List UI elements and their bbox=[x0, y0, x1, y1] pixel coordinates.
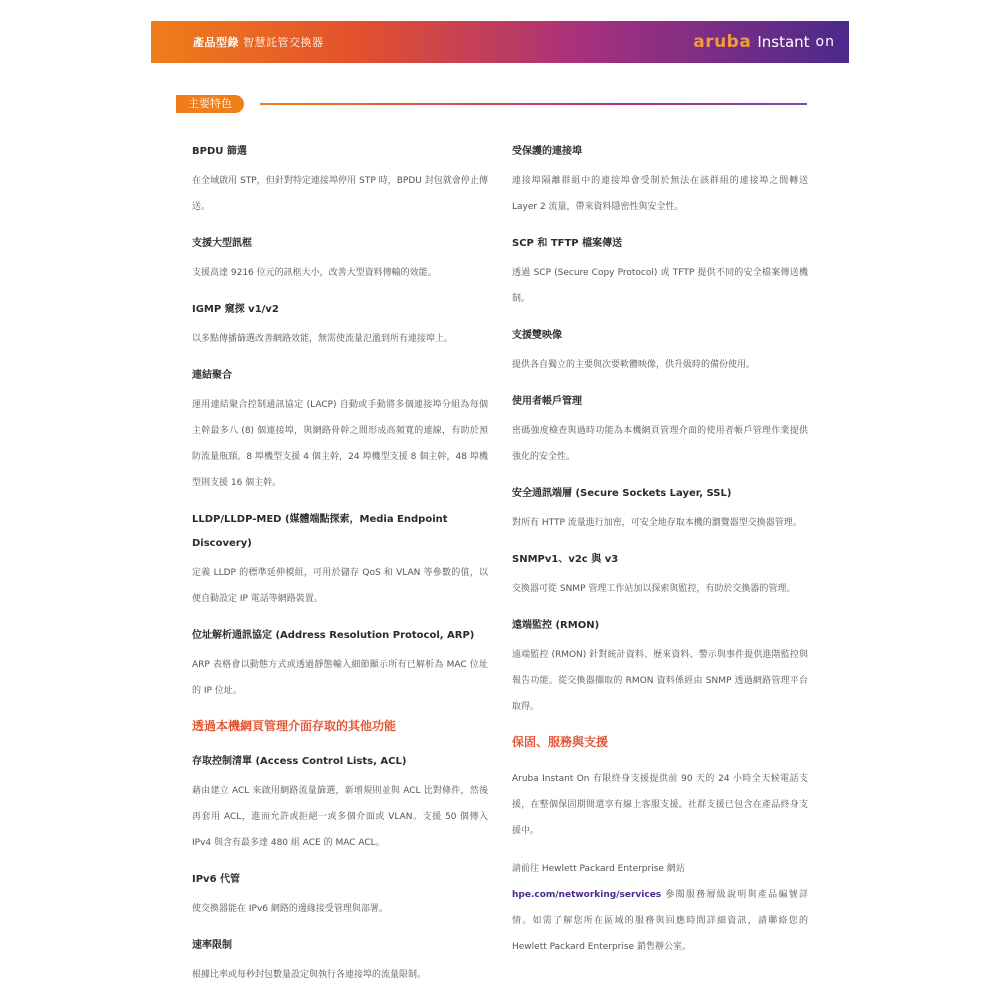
logo-product: Instant bbox=[757, 33, 810, 51]
feature-title: BPDU 篩選 bbox=[192, 146, 247, 157]
feature-body: 支援高達 9216 位元的訊框大小，改善大型資料傳輸的效能。 bbox=[192, 268, 437, 278]
feature-item bbox=[512, 232, 808, 312]
feature-title: 支援大型訊框 bbox=[192, 238, 252, 249]
feature-title: IPv6 代管 bbox=[192, 874, 241, 885]
logo-on: on bbox=[815, 34, 835, 50]
feature-body: 提供各自獨立的主要與次要軟體映像，供升級時的備份使用。 bbox=[512, 360, 756, 370]
feature-item bbox=[192, 364, 488, 496]
feature-item bbox=[192, 624, 488, 704]
feature-item bbox=[192, 298, 488, 352]
feature-body: 交換器可從 SNMP 管理工作站加以探索與監控，有助於交換器的管理。 bbox=[512, 584, 796, 594]
feature-body: 在全域啟用 STP，但針對特定連接埠停用 STP 時，BPDU 封包就會停止傳送。 bbox=[192, 176, 488, 212]
feature-body: 定義 LLDP 的標準延伸模組，可用於儲存 QoS 和 VLAN 等參數的值，以便自動設定 IP 電話等網路裝置。 bbox=[192, 568, 488, 604]
aruba-instant-on-logo bbox=[693, 32, 835, 52]
feature-title: SNMPv1、v2c 與 v3 bbox=[512, 554, 619, 565]
subsection-heading: 保固、服務與支援 bbox=[512, 735, 609, 749]
contact-prefix: 請前往 Hewlett Packard Enterprise 網站 bbox=[512, 864, 685, 874]
catalog-title bbox=[193, 34, 324, 50]
left-column bbox=[192, 140, 488, 1000]
feature-item bbox=[512, 140, 808, 220]
logo-brand: aruba bbox=[693, 32, 752, 52]
feature-body: 對所有 HTTP 流量進行加密，可安全地存取本機的瀏覽器型交換器管理。 bbox=[512, 518, 802, 528]
feature-title: 連結聚合 bbox=[192, 370, 232, 381]
feature-title: 遠端監控 (RMON) bbox=[512, 620, 600, 631]
right-column bbox=[512, 140, 808, 972]
section-tag: 主要特色 bbox=[176, 95, 244, 113]
feature-item bbox=[512, 548, 808, 602]
contact-suffix: 參閱服務層級說明與產品編號詳情。如需了解您所在區域的服務與回應時間詳細資訊，請聯絡您的 Hewlett Packard Enterprise 銷售辦公室。 bbox=[512, 890, 808, 952]
feature-item bbox=[512, 390, 808, 470]
feature-title: IGMP 窺探 v1/v2 bbox=[192, 304, 279, 315]
feature-title: 支援雙映像 bbox=[512, 330, 562, 341]
feature-title: 使用者帳戶管理 bbox=[512, 396, 582, 407]
feature-body: 遠端監控 (RMON) 針對統計資料、歷來資料、警示與事件提供進階監控與報告功能。從交換器擷取的 RMON 資料係經由 SNMP 透過網路管理平台取得。 bbox=[512, 650, 808, 712]
feature-title: 存取控制清單 (Access Control Lists, ACL) bbox=[192, 756, 407, 767]
feature-body: ARP 表格會以動態方式或透過靜態輸入細節顯示所有已解析為 MAC 位址的 IP 位址。 bbox=[192, 660, 488, 696]
section-divider bbox=[260, 103, 807, 105]
contact-text bbox=[512, 856, 808, 960]
feature-body: 根據比率或每秒封包數量設定與執行各連接埠的流量限制。 bbox=[192, 970, 427, 980]
feature-item bbox=[192, 508, 488, 612]
feature-item bbox=[512, 324, 808, 378]
subsection-heading: 透過本機網頁管理介面存取的其他功能 bbox=[192, 719, 397, 733]
feature-title: 速率限制 bbox=[192, 940, 232, 951]
feature-body: 使交換器能在 IPv6 網路的邊緣接受管理與部署。 bbox=[192, 904, 388, 914]
feature-item bbox=[192, 868, 488, 922]
feature-title: SCP 和 TFTP 檔案傳送 bbox=[512, 238, 623, 249]
feature-title: 安全通訊端層 (Secure Sockets Layer, SSL) bbox=[512, 488, 732, 499]
catalog-title-bold: 產品型錄 bbox=[193, 36, 239, 49]
feature-body: 連接埠隔離群組中的連接埠會受制於無法在該群組的連接埠之間轉送 Layer 2 流量，帶來資料隱密性與安全性。 bbox=[512, 176, 808, 212]
feature-body: 透過 SCP (Secure Copy Protocol) 或 TFTP 提供不同的安全檔案傳送機制。 bbox=[512, 268, 808, 304]
feature-body: 以多點傳播篩選改善網路效能，無需使流量氾濫到所有連接埠上。 bbox=[192, 334, 454, 344]
page-header bbox=[151, 21, 849, 63]
feature-item bbox=[192, 750, 488, 856]
feature-item bbox=[512, 614, 808, 720]
feature-item bbox=[192, 232, 488, 286]
feature-title: 受保護的連接埠 bbox=[512, 146, 582, 157]
warranty-block bbox=[512, 766, 808, 844]
services-link[interactable]: hpe.com/networking/services bbox=[512, 890, 662, 900]
feature-item bbox=[192, 140, 488, 220]
warranty-text: Aruba Instant On 有限終身支援提供前 90 天的 24 小時全天候電話支援，在整個保固期間還享有線上客服支援。社群支援已包含在產品終身支援中。 bbox=[512, 774, 808, 836]
feature-title: LLDP/LLDP-MED (媒體端點探索，Media Endpoint Discovery) bbox=[192, 514, 448, 549]
feature-title: 位址解析通訊協定 (Address Resolution Protocol, ARP) bbox=[192, 630, 475, 641]
contact-block bbox=[512, 856, 808, 960]
feature-item bbox=[192, 934, 488, 988]
feature-item bbox=[512, 482, 808, 536]
feature-body: 密碼強度檢查與過時功能為本機網頁管理介面的使用者帳戶管理作業提供強化的安全性。 bbox=[512, 426, 808, 462]
catalog-title-rest: 智慧託管交換器 bbox=[243, 36, 324, 49]
feature-body: 藉由建立 ACL 來啟用網路流量篩選，新增規則並與 ACL 比對條件，然後再套用 ACL，進而允許或拒絕一或多個介面或 VLAN。支援 50 個傳入 IPv4 與含有最多達 480 組 ACE 的 MAC ACL。 bbox=[192, 786, 488, 848]
feature-body: 運用連結聚合控制通訊協定 (LACP) 自動或手動將多個連接埠分組為每個主幹最多八 (8) 個連接埠，與網路骨幹之間形成高頻寬的連線，有助於預防流量瓶頸。8 埠機型支援 4 個主幹，24 埠機型支援 8 個主幹，48 埠機型則支援 16 個主幹。 bbox=[192, 400, 488, 488]
